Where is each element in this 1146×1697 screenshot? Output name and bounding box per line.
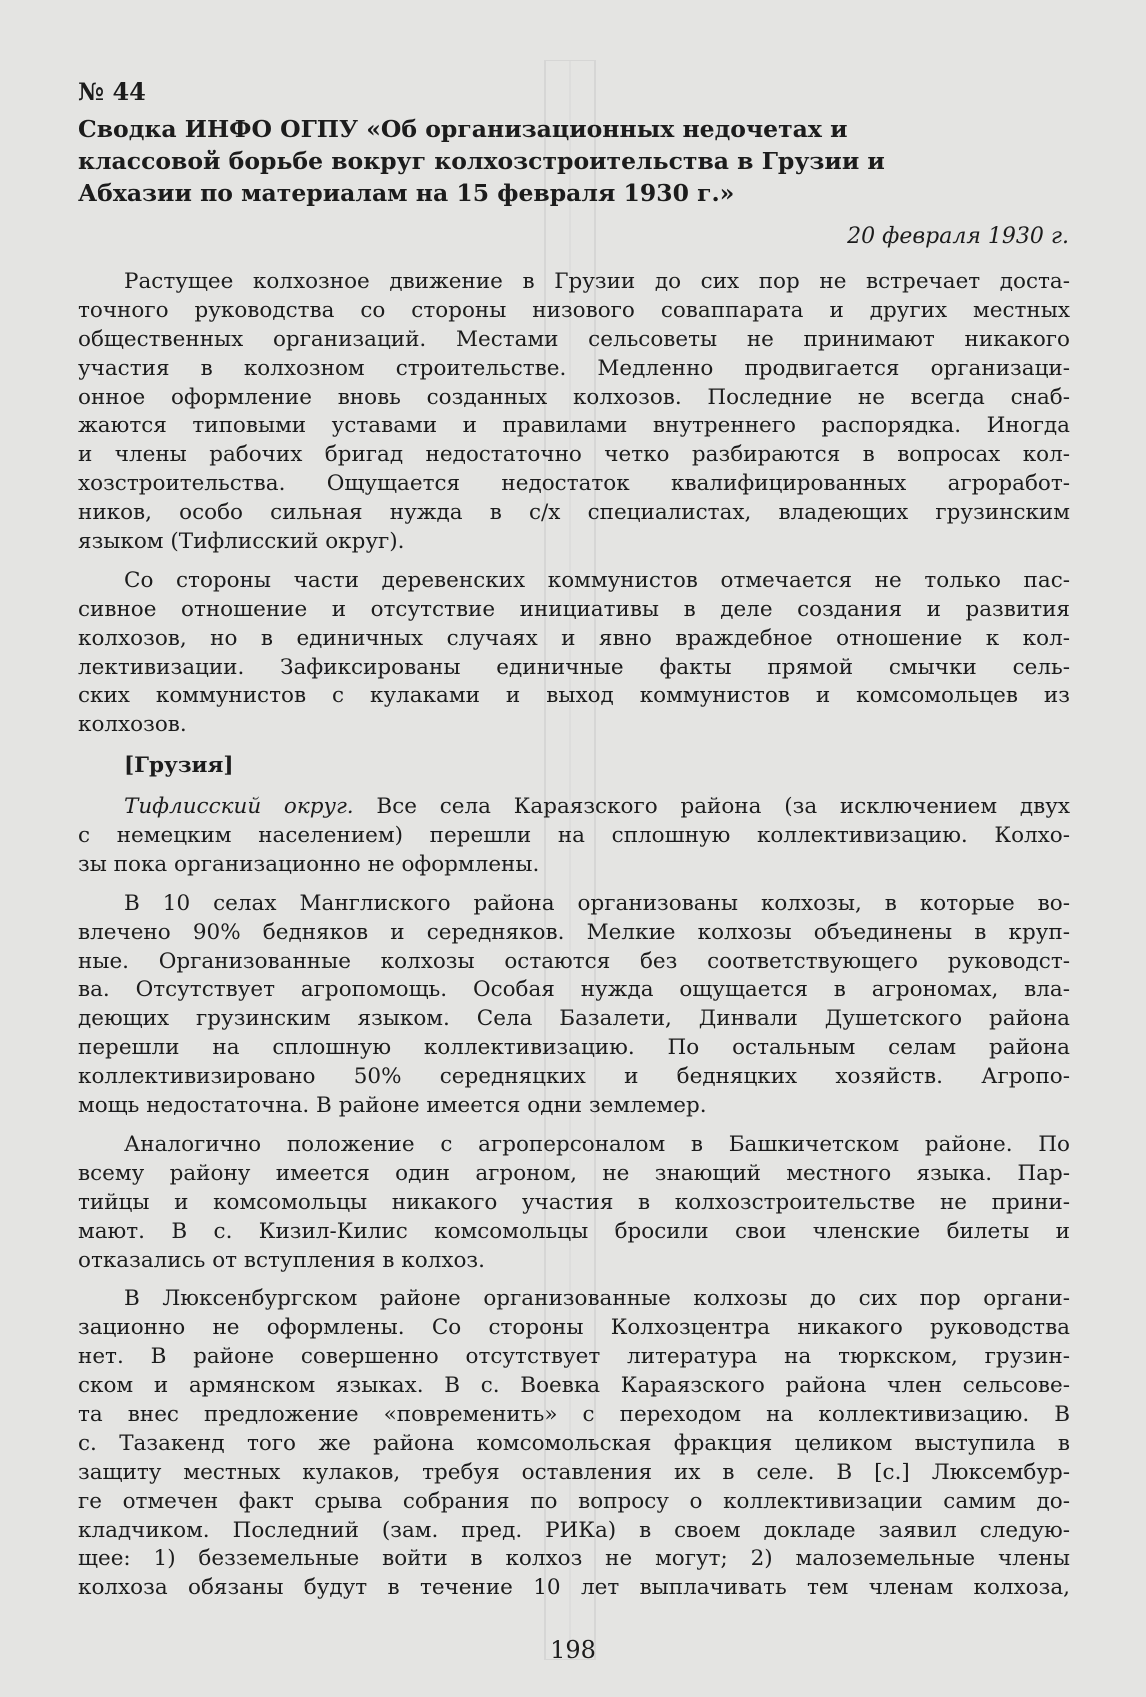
section-heading: [Грузия]	[124, 753, 234, 779]
text-line: нет. В районе совершенно отсутствует литература на тюркском, грузин-	[78, 1344, 1070, 1370]
text-line: мощь недостаточна. В районе имеется одни землемер.	[78, 1093, 707, 1119]
text-line: ников, особо сильная нужда в с/х специалистах, владеющих грузинским	[78, 500, 1070, 526]
text-line: участия в колхозном строительстве. Медленно продвигается организаци-	[78, 355, 1070, 381]
text-line: коллективизировано 50% середняцких и бедняцких хозяйств. Агропо-	[78, 1064, 1070, 1090]
text-line: отказались от вступления в колхоз.	[78, 1247, 485, 1273]
text-line: Растущее колхозное движение в Грузии до сих пор не встречает доста-	[124, 269, 1070, 294]
district-name: Тифлисский округ.	[124, 794, 354, 820]
text-line: деющих грузинским языком. Села Базалети, Динвали Душетского района	[78, 1006, 1070, 1032]
document-body	[78, 268, 1070, 1603]
paragraph	[78, 567, 1070, 740]
text-line: влечено 90% бедняков и середняков. Мелкие колхозы объединены в круп-	[78, 919, 1070, 945]
title-line: Сводка ИНФО ОГПУ «Об организационных недочетах и	[78, 115, 848, 143]
text-line: Аналогично положение с агроперсоналом в Башкичетском районе. По	[124, 1131, 1070, 1157]
text-line: зационно не оформлены. Со стороны Колхозцентра никакого руководства	[78, 1315, 1070, 1341]
text-line	[78, 793, 1070, 822]
paragraph	[78, 268, 1070, 557]
text-line: мают. В с. Кизил-Килис комсомольцы бросили свои членские билеты и	[78, 1218, 1070, 1244]
text-line: онное оформление вновь созданных колхозов. Последние не всегда снаб-	[78, 384, 1070, 410]
document-title	[78, 113, 978, 209]
text-line: В 10 селах Манглиского района организованы колхозы, в которые во-	[124, 890, 1070, 916]
paragraph	[78, 1285, 1070, 1603]
text-line: сивное отношение и отсутствие инициативы в деле создания и развития	[78, 596, 1070, 622]
text-line: ском и армянском языках. В с. Воевка Караязского района член сельсове-	[78, 1373, 1070, 1399]
text-line: и члены рабочих бригад недостаточно четко разбираются в вопросах кол-	[78, 442, 1070, 468]
text-line: ских коммунистов с кулаками и выход коммунистов и комсомольцев из	[78, 683, 1070, 709]
text-line: тийцы и комсомольцы никакого участия в колхозстроительстве не прини-	[78, 1189, 1070, 1215]
text-line: колхозов.	[78, 712, 187, 738]
text-line: точного руководства со стороны низового соваппарата и других местных	[78, 297, 1070, 323]
paragraph	[78, 793, 1070, 880]
paragraph	[78, 890, 1070, 1121]
text-line: кладчиком. Последний (зам. пред. РИКа) в своем докладе заявил следую-	[78, 1517, 1070, 1543]
text-line: та внес предложение «повременить» с переходом на коллективизацию. В	[78, 1401, 1070, 1427]
title-line: классовой борьбе вокруг колхозстроительства в Грузии и	[78, 147, 885, 175]
text-line: колхоза обязаны будут в течение 10 лет выплачивать тем членам колхоза,	[78, 1575, 1070, 1601]
text-line: колхозов, но в единичных случаях и явно враждебное отношение к кол-	[78, 625, 1070, 651]
text-line: хозстроительства. Ощущается недостаток квалифицированных агроработ-	[78, 471, 1070, 497]
text-line: ва. Отсутствует агропомощь. Особая нужда ощущается в агрономах, вла-	[78, 977, 1070, 1003]
text-line: ге отмечен факт срыва собрания по вопросу о коллективизации самим до-	[78, 1488, 1070, 1514]
text-line: В Люксенбургском районе организованные колхозы до сих пор органи-	[124, 1286, 1070, 1312]
text-line: жаются типовыми уставами и правилами внутреннего распорядка. Иногда	[78, 413, 1070, 439]
text-line: перешли на сплошную коллективизацию. По остальным селам района	[78, 1035, 1070, 1061]
title-line: Абхазии по материалам на 15 февраля 1930 г.»	[78, 179, 735, 207]
text-line: языком (Тифлисский округ).	[78, 529, 405, 555]
paragraph	[78, 1131, 1070, 1275]
text-line: Со стороны части деревенских коммунистов отмечается не только пас-	[124, 567, 1070, 593]
text-fragment: Все села Караязского района (за исключением двух	[353, 794, 1070, 820]
text-line: с. Тазакенд того же района комсомольская фракция целиком выступила в	[78, 1430, 1070, 1456]
text-line: лективизации. Зафиксированы единичные факты прямой смычки сель-	[78, 654, 1070, 680]
document-number: № 44	[78, 77, 146, 106]
text-line: защиту местных кулаков, требуя оставления их в селе. В [с.] Люксембур-	[78, 1459, 1070, 1485]
text-line: щее: 1) безземельные войти в колхоз не могут; 2) малоземельные члены	[78, 1546, 1070, 1572]
text-line: ные. Организованные колхозы остаются без соответствующего руководст-	[78, 948, 1070, 974]
text-line: с немецким населением) перешли на сплошную коллективизацию. Колхо-	[78, 823, 1070, 849]
text-line: общественных организаций. Местами сельсоветы не принимают никакого	[78, 326, 1070, 352]
text-line: зы пока организационно не оформлены.	[78, 851, 540, 877]
text-line: всему району имеется один агроном, не знающий местного языка. Пар-	[78, 1160, 1070, 1186]
page-number: 198	[550, 1636, 596, 1664]
document-date: 20 февраля 1930 г.	[847, 224, 1069, 249]
